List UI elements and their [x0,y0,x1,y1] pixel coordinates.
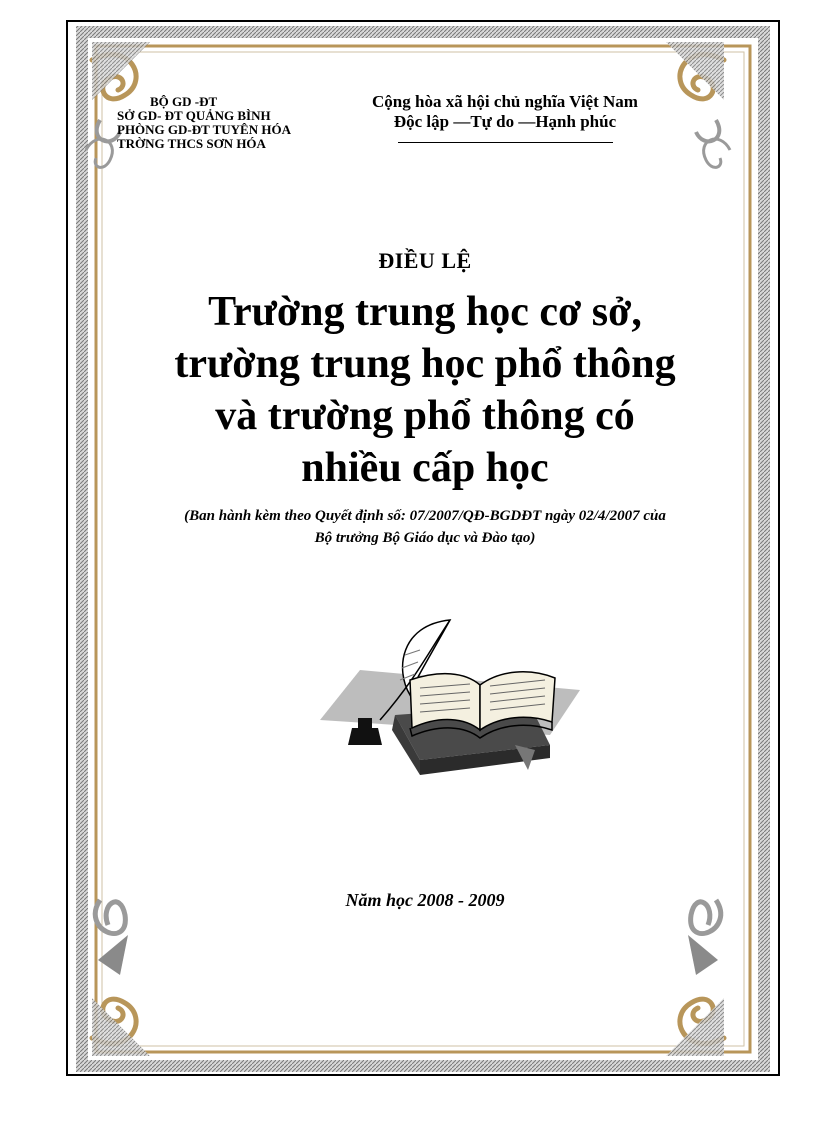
corner-ornament-bottom-left-icon [92,900,150,1056]
decree-line: (Ban hành kèm theo Quyết định số: 07/2007/QĐ-BGDĐT ngày 02/4/2007 của [184,508,666,524]
corner-ornament-bottom-right-icon [666,900,724,1056]
office-name: PHÒNG GD-ĐT TUYÊN HÓA [117,122,291,137]
title-line: và trường phổ thông có [215,393,635,439]
country-name: Cộng hòa xã hội chủ nghĩa Việt Nam [372,92,638,111]
title-line: trường trung học phổ thông [174,341,676,387]
department-name: SỞ GD- ĐT QUẢNG BÌNH [117,108,271,123]
school-name: TRỜNG THCS SƠN HÓA [117,136,266,151]
decree-reference [80,505,770,549]
document-kind: ĐIỀU LỆ [378,248,472,273]
book-and-quill-illustration [300,610,600,800]
ministry-name: BỘ GD -ĐT [150,94,218,109]
national-motto-block [320,92,690,143]
document-title [80,286,770,494]
title-line: Trường trung học cơ sở, [208,289,642,335]
decree-line: Bộ trưởng Bộ Giáo dục và Đào tạo) [314,530,536,546]
motto-underline [398,142,613,143]
school-year: Năm học 2008 - 2009 [345,890,505,910]
national-motto: Độc lập —Tự do —Hạnh phúc [393,112,617,131]
title-line: nhiều cấp học [301,445,549,491]
